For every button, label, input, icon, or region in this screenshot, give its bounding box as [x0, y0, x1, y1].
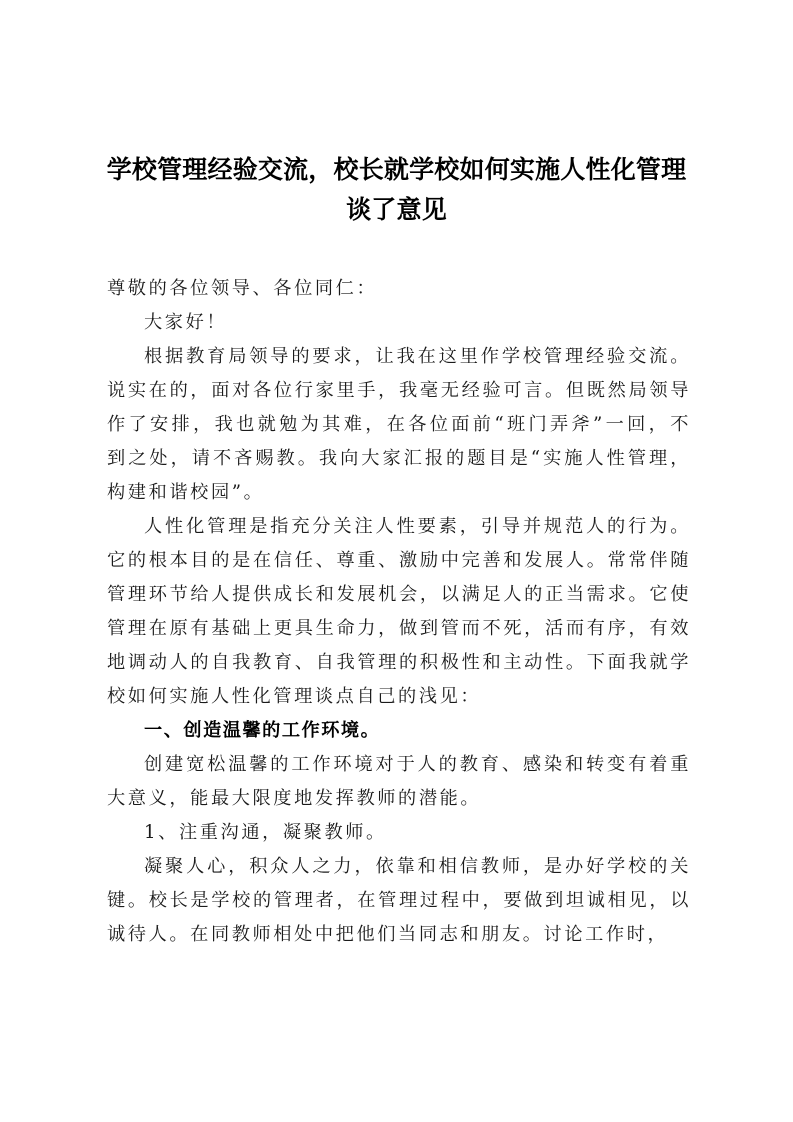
section-intro: 创建宽松温馨的工作环境对于人的教育、感染和转变有着重大意义，能最大限度地发挥教师的潜能。	[107, 754, 691, 809]
section-heading: 一、创造温馨的工作环境。	[144, 720, 381, 741]
paragraph-intro: 根据教育局领导的要求，让我在这里作学校管理经验交流。说实在的，面对各位行家里手，我毫无经验可言。但既然局领导作了安排，我也就勉为其难，在各位面前“班门弄斧”一回，不到之处，请不吝赐教。我向大家汇报的题目是“实施人性管理，构建和谐校园”。	[107, 346, 691, 503]
salutation: 尊敬的各位领导、各位同仁：	[107, 278, 378, 299]
document-title: 学校管理经验交流，校长就学校如何实施人性化管理谈了意见	[106, 155, 687, 224]
subsection-paragraph: 凝聚人心，积众人之力，依靠和相信教师，是办好学校的关键。校长是学校的管理者，在管理过程中，要做到坦诚相见，以诚待人。在同教师相处中把他们当同志和朋友。讨论工作时，	[107, 856, 691, 945]
document-body	[107, 272, 691, 952]
greeting: 大家好！	[144, 312, 228, 333]
paragraph-definition: 人性化管理是指充分关注人性要素，引导并规范人的行为。它的根本目的是在信任、尊重、激励中完善和发展人。常常伴随管理环节给人提供成长和发展机会，以满足人的正当需求。它使管理在原有基础上更具生命力，做到管而不死，活而有序，有效地调动人的自我教育、自我管理的积极性和主动性。下面我就学校如何实施人性化管理谈点自己的浅见：	[107, 516, 691, 707]
subsection-heading: 1、注重沟通，凝聚教师。	[144, 822, 387, 843]
